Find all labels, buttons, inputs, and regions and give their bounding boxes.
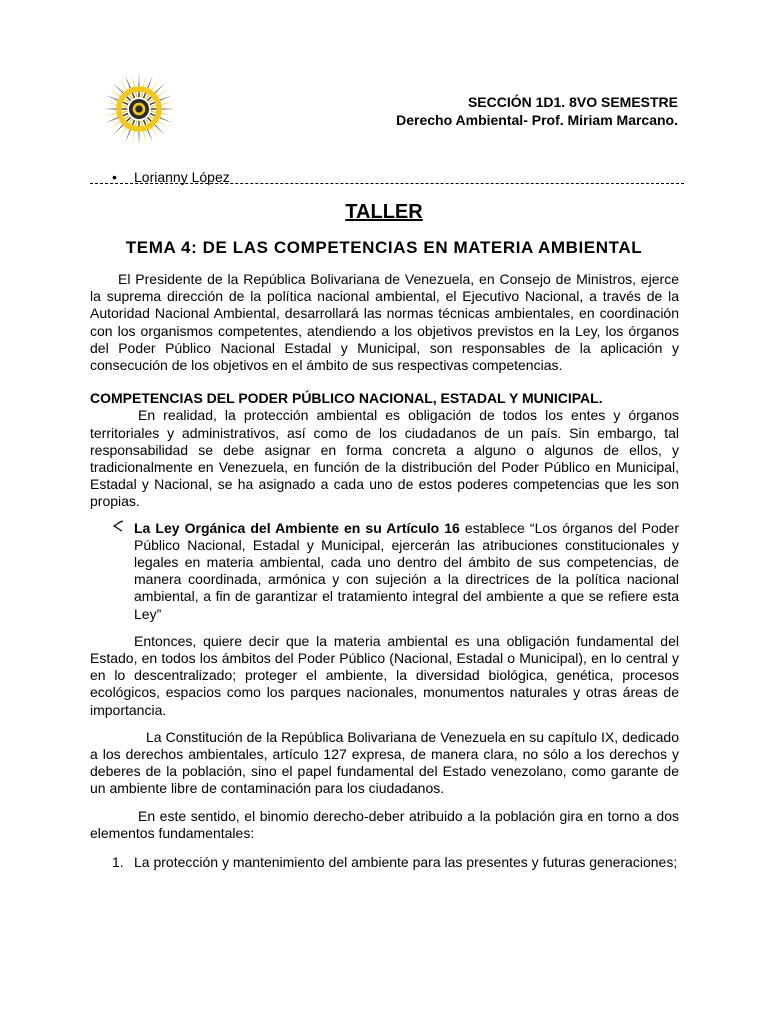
paragraph-5: En este sentido, el binomio derecho-deber atribuido a la población gira en torno a dos elementos fundamentales: (90, 807, 679, 841)
document-body (90, 271, 679, 871)
paragraph-1: El Presidente de la República Bolivariana de Venezuela, en Consejo de Ministros, ejerce la suprema dirección de la política nacional ambiental, el Ejecutivo Nacional, a través de la Autoridad Nacional Ambiental, desarrollará las normas técnicas ambientales, en coordinación con los organismos competentes, atendiendo a los objetivos previstos en la Ley, los órganos del Poder Público Nacional Estadal y Municipal, son responsables de la aplicación y consecución de los objetivos en el ámbito de sus respectivas competencias. (90, 271, 679, 374)
list-item-text: La protección y mantenimiento del ambiente para las presentes y futuras generaciones; (134, 854, 678, 871)
section-label: SECCIÓN 1D1. 8VO SEMESTRE (467, 94, 678, 110)
section-subtitle: COMPETENCIAS DEL PODER PÚBLICO NACIONAL, ESTADAL Y MUNICIPAL. (90, 390, 603, 407)
page-title (0, 199, 768, 225)
course-label: Derecho Ambiental- Prof. Miriam Marcano. (396, 112, 678, 128)
title-text: TALLER (345, 201, 423, 223)
document-header (396, 93, 678, 129)
dashed-divider (90, 183, 684, 184)
article-quote (90, 520, 679, 623)
article-reference: La Ley Orgánica del Ambiente en su Artículo 16 (134, 519, 460, 536)
paragraph-3: Entonces, quiere decir que la materia ambiental es una obligación fundamental del Estado, en todos los ámbitos del Poder Público (Nacional, Estadal o Municipal), en lo central y en lo descentralizado; proteger el ambiente, la diversidad biológica, genética, procesos ecológicos, espacios como los parques nacionales, monumentos naturales y otras áreas de importancia. (90, 632, 679, 718)
paragraph-4: La Constitución de la República Bolivariana de Venezuela en su capítulo IX, dedicado a los derechos ambientales, artículo 127 expresa, de manera clara, no sólo a los derechos y deberes de la población, sino el papel fundamental del Estado venezolano, como garante de un ambiente libre de contaminación para los ciudadanos. (90, 728, 679, 797)
sunburst-logo-icon (98, 68, 180, 150)
paragraph-2: En realidad, la protección ambiental es obligación de todos los entes y órganos territoriales y administrativos, así como de los ciudadanos de un país. Sin embargo, tal responsabilidad se debe asignar en forma concreta a alguno o algunos de ellos, y tradicionalmente en Venezuela, en función de la distribución del Poder Público en Municipal, Estadal y Nacional, se ha asignado a cada uno de estos poderes competencias que les son propias. (90, 407, 679, 510)
author-name: Lorianny López (134, 169, 230, 185)
topic-heading: TEMA 4: DE LAS COMPETENCIAS EN MATERIA AMBIENTAL (125, 238, 643, 257)
bullet-icon: • (112, 169, 117, 185)
list-item (90, 854, 679, 871)
list-number: 1. (112, 854, 124, 871)
check-arrow-icon (112, 519, 124, 536)
article-text: establece “Los órganos del Poder Público Nacional, Estadal y Municipal, ejercerán las atribuciones constitucionales y legales en materia ambiental, cada uno dentro del ámbito de sus competencias, de manera coordinada, armónica y con sujeción a la directrices de la política nacional ambiental, a fin de garantizar el tratamiento integral del ambiente a que se refiere esta Ley” (134, 519, 679, 622)
